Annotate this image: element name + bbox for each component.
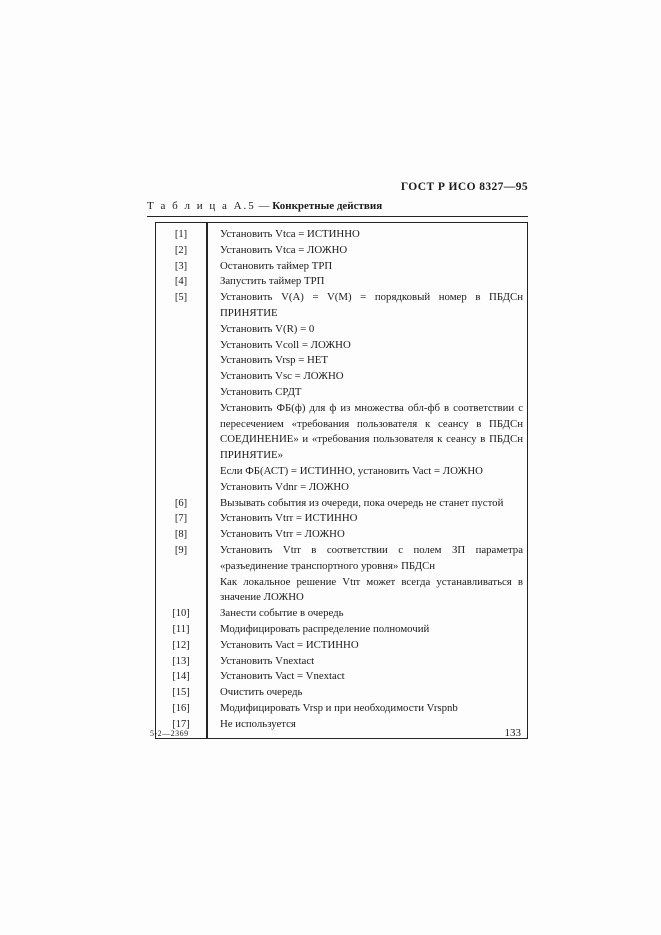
table-row — [156, 227, 527, 243]
action-line: Вызывать события из очереди, пока очередь не станет пустой — [220, 496, 504, 509]
action-ref-number: [14] — [172, 671, 190, 683]
action-line: Установить Vrsp = НЕТ — [220, 354, 328, 367]
action-ref-number: [10] — [172, 608, 190, 620]
table-caption — [147, 200, 528, 217]
action-line: Остановить таймер ТРП — [220, 259, 333, 272]
action-cell — [206, 527, 527, 543]
action-ref-number: [17] — [172, 718, 190, 730]
table-row — [156, 527, 527, 543]
table-row — [156, 669, 527, 685]
table-row — [156, 259, 527, 275]
action-cell — [206, 622, 527, 638]
print-order-number: 5-2—2369 — [150, 729, 189, 738]
action-ref-number: [9] — [174, 544, 188, 556]
action-ref-number: [15] — [172, 687, 190, 699]
action-line: Как локальное решение Vtrr может всегда устанавливаться в значение ЛОЖНО — [220, 575, 523, 604]
action-ref-number: [3] — [174, 260, 188, 272]
action-cell — [206, 638, 527, 654]
action-ref-number: [11] — [172, 623, 190, 635]
table-row — [156, 511, 527, 527]
action-line: Модифицировать распределение полномочий — [220, 622, 430, 635]
table-row — [156, 701, 527, 717]
table-rows-container — [156, 227, 527, 733]
action-line: Очистить очередь — [220, 686, 303, 699]
action-ref-number: [1] — [174, 229, 188, 240]
action-ref-number: [13] — [172, 655, 190, 667]
table-row — [156, 622, 527, 638]
action-line: Установить V(A) = V(M) = порядковый номер в ПБДСн ПРИНЯТИЕ — [220, 291, 523, 319]
action-line: Установить Vtca = ИСТИННО — [220, 228, 360, 240]
table-row — [156, 496, 527, 512]
action-line: Не используется — [220, 717, 296, 730]
table-caption-label: Т а б л и ц а А.5 — [147, 200, 256, 212]
action-line: Установить Vact = Vnextact — [220, 670, 345, 683]
action-line: Установить Vact = ИСТИННО — [220, 638, 359, 651]
action-line: Установить СРДТ — [220, 385, 302, 398]
table-column-divider — [206, 223, 208, 738]
action-ref-number: [12] — [172, 639, 190, 651]
action-line: Занести событие в очередь — [220, 607, 344, 620]
table-row — [156, 638, 527, 654]
action-ref-number: [6] — [174, 497, 188, 509]
action-ref-number: [4] — [174, 276, 188, 288]
action-line: Если ФБ(АСТ) = ИСТИННО, установить Vact = ЛОЖНО — [220, 464, 483, 477]
action-ref-number: [8] — [174, 529, 188, 541]
action-line: Установить Vtrr = ЛОЖНО — [220, 528, 345, 541]
action-line: Установить ФБ(ф) для ф из множества обл-фб в соответствии с пересечением «требования пользователя к сеансу в ПБДСн СОЕДИНЕНИЕ» и «требования пользователя к сеансу в ПБДСн ПРИНЯТИЕ» — [220, 401, 523, 462]
action-cell — [206, 606, 527, 622]
action-line: Установить Vsc = ЛОЖНО — [220, 370, 344, 383]
action-line: Установить Vnextact — [220, 654, 315, 667]
action-cell — [206, 685, 527, 701]
table-row — [156, 274, 527, 290]
table-row — [156, 543, 527, 606]
action-line: Установить V(R) = 0 — [220, 322, 315, 335]
page-footer — [147, 727, 528, 739]
action-cell — [206, 543, 527, 606]
action-line: Модифицировать Vrsp и при необходимости Vrspnb — [220, 701, 458, 714]
action-line: Установить Vcoll = ЛОЖНО — [220, 338, 351, 351]
action-ref-number: [7] — [174, 513, 188, 525]
action-cell — [206, 227, 527, 243]
action-cell — [206, 654, 527, 670]
action-cell — [206, 274, 527, 290]
action-cell — [206, 701, 527, 717]
action-cell — [206, 496, 527, 512]
action-cell — [206, 259, 527, 275]
actions-table — [155, 222, 528, 739]
action-line: Установить Vtrr в соответствии с полем ЗП параметра «разъединение транспортного уровня» ПБДСн — [220, 543, 523, 572]
action-line: Установить Vtrr = ИСТИННО — [220, 512, 358, 525]
table-row — [156, 243, 527, 259]
action-line: Установить Vtca = ЛОЖНО — [220, 243, 348, 256]
action-ref-number: [16] — [172, 702, 190, 714]
action-line: Установить Vdnr = ЛОЖНО — [220, 480, 349, 493]
page-number: 133 — [504, 727, 521, 739]
action-cell — [206, 669, 527, 685]
table-caption-dash: — — [255, 200, 273, 212]
table-caption-title: Конкретные действия — [272, 200, 383, 212]
table-row — [156, 654, 527, 670]
document-standard-number: ГОСТ Р ИСО 8327—95 — [400, 181, 528, 193]
table-row — [156, 290, 527, 495]
action-ref-number: [5] — [174, 292, 188, 304]
action-cell — [206, 511, 527, 527]
action-cell — [206, 290, 527, 495]
table-row — [156, 606, 527, 622]
action-line: Запустить таймер ТРП — [220, 275, 325, 288]
action-cell — [206, 243, 527, 259]
table-row — [156, 685, 527, 701]
action-ref-number: [2] — [174, 244, 188, 256]
